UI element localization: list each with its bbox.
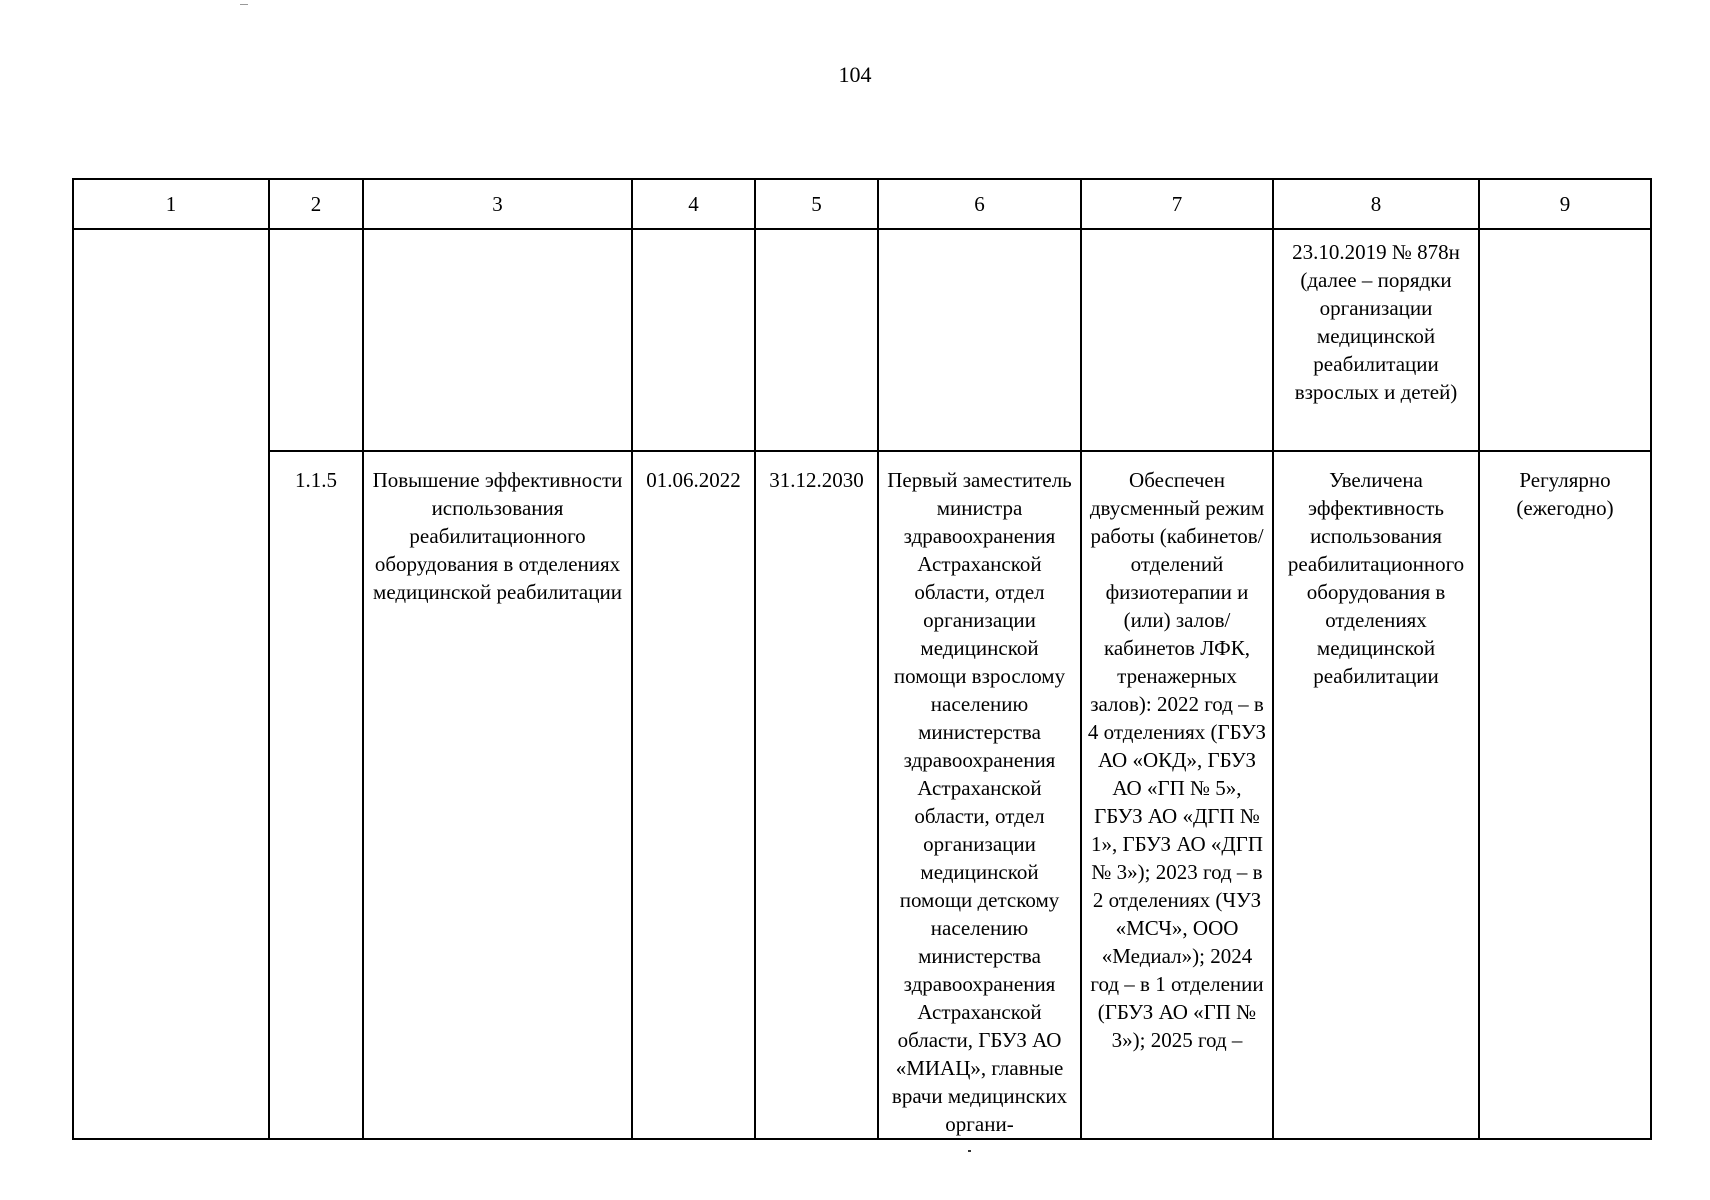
end-date: 31.12.2030 <box>769 468 864 492</box>
page-number: 104 <box>838 62 872 87</box>
column-header: 3 <box>363 179 632 229</box>
table-cell <box>269 451 363 1139</box>
result-text: Обеспечен двусменный режим работы (кабинетов/отделений физиотерапии и (или) залов/кабинетов ЛФК, тренажерных залов): 2022 год – в 4 отделениях (ГБУЗ АО «ОКД», ГБУЗ АО «ГП № 5», ГБУЗ АО «ДГП № 1», ГБУЗ АО «ДГП № 3»); 2023 год – в 2 отделениях (ЧУЗ «МСЧ», ООО «Медиал»); 2024 год – в 1 отделении (ГБУЗ АО «ГП № 3»); 2025 год – <box>1087 468 1267 1052</box>
table-cell <box>363 451 632 1139</box>
table-cell <box>363 229 632 451</box>
column-header: 4 <box>632 179 755 229</box>
table-row <box>73 229 1651 451</box>
table-cell <box>1081 229 1273 451</box>
start-date: 01.06.2022 <box>646 468 741 492</box>
table-header-row <box>73 179 1651 229</box>
column-header: 7 <box>1081 179 1273 229</box>
column-header: 2 <box>269 179 363 229</box>
outcome-text: Увеличена эффективность использования реабилитационного оборудования в отделениях медицинской реабилитации <box>1287 468 1465 688</box>
activity-name: Повышение эффективности использования реабилитационного оборудования в отделениях медицинской реабилитации <box>372 468 623 604</box>
table-cell <box>73 229 269 1139</box>
column-header: 5 <box>755 179 878 229</box>
table-row <box>73 451 1651 1139</box>
column-header: 6 <box>878 179 1081 229</box>
plan-table <box>72 178 1652 1140</box>
column-header: 9 <box>1479 179 1651 229</box>
table-cell <box>755 451 878 1139</box>
scan-speck <box>240 4 248 5</box>
table-cell <box>632 229 755 451</box>
column-header: 8 <box>1273 179 1479 229</box>
column-header: 1 <box>73 179 269 229</box>
scan-speck <box>968 1150 971 1152</box>
table-cell <box>1479 451 1651 1139</box>
table-cell <box>1273 451 1479 1139</box>
table-cell <box>269 229 363 451</box>
frequency-text: Регулярно (ежегодно) <box>1516 468 1614 520</box>
table-cell <box>632 451 755 1139</box>
table-cell <box>878 229 1081 451</box>
table-cell <box>1273 229 1479 451</box>
table-cell <box>878 451 1081 1139</box>
responsible-text: Первый заместитель министра здравоохранения Астраханской области, отдел организации медицинской помощи взрослому населению министерства здравоохранения Астраханской области, отдел организации медицинской помощи детскому населению министерства здравоохранения Астраханской области, ГБУЗ АО «МИАЦ», главные врачи медицинских органи- <box>887 468 1072 1136</box>
table-cell <box>1081 451 1273 1139</box>
item-number: 1.1.5 <box>295 468 337 492</box>
order-reference-text: 23.10.2019 № 878н (далее – порядки организации медицинской реабилитации взрослых и детей) <box>1292 240 1460 404</box>
table-cell <box>755 229 878 451</box>
table-cell <box>1479 229 1651 451</box>
